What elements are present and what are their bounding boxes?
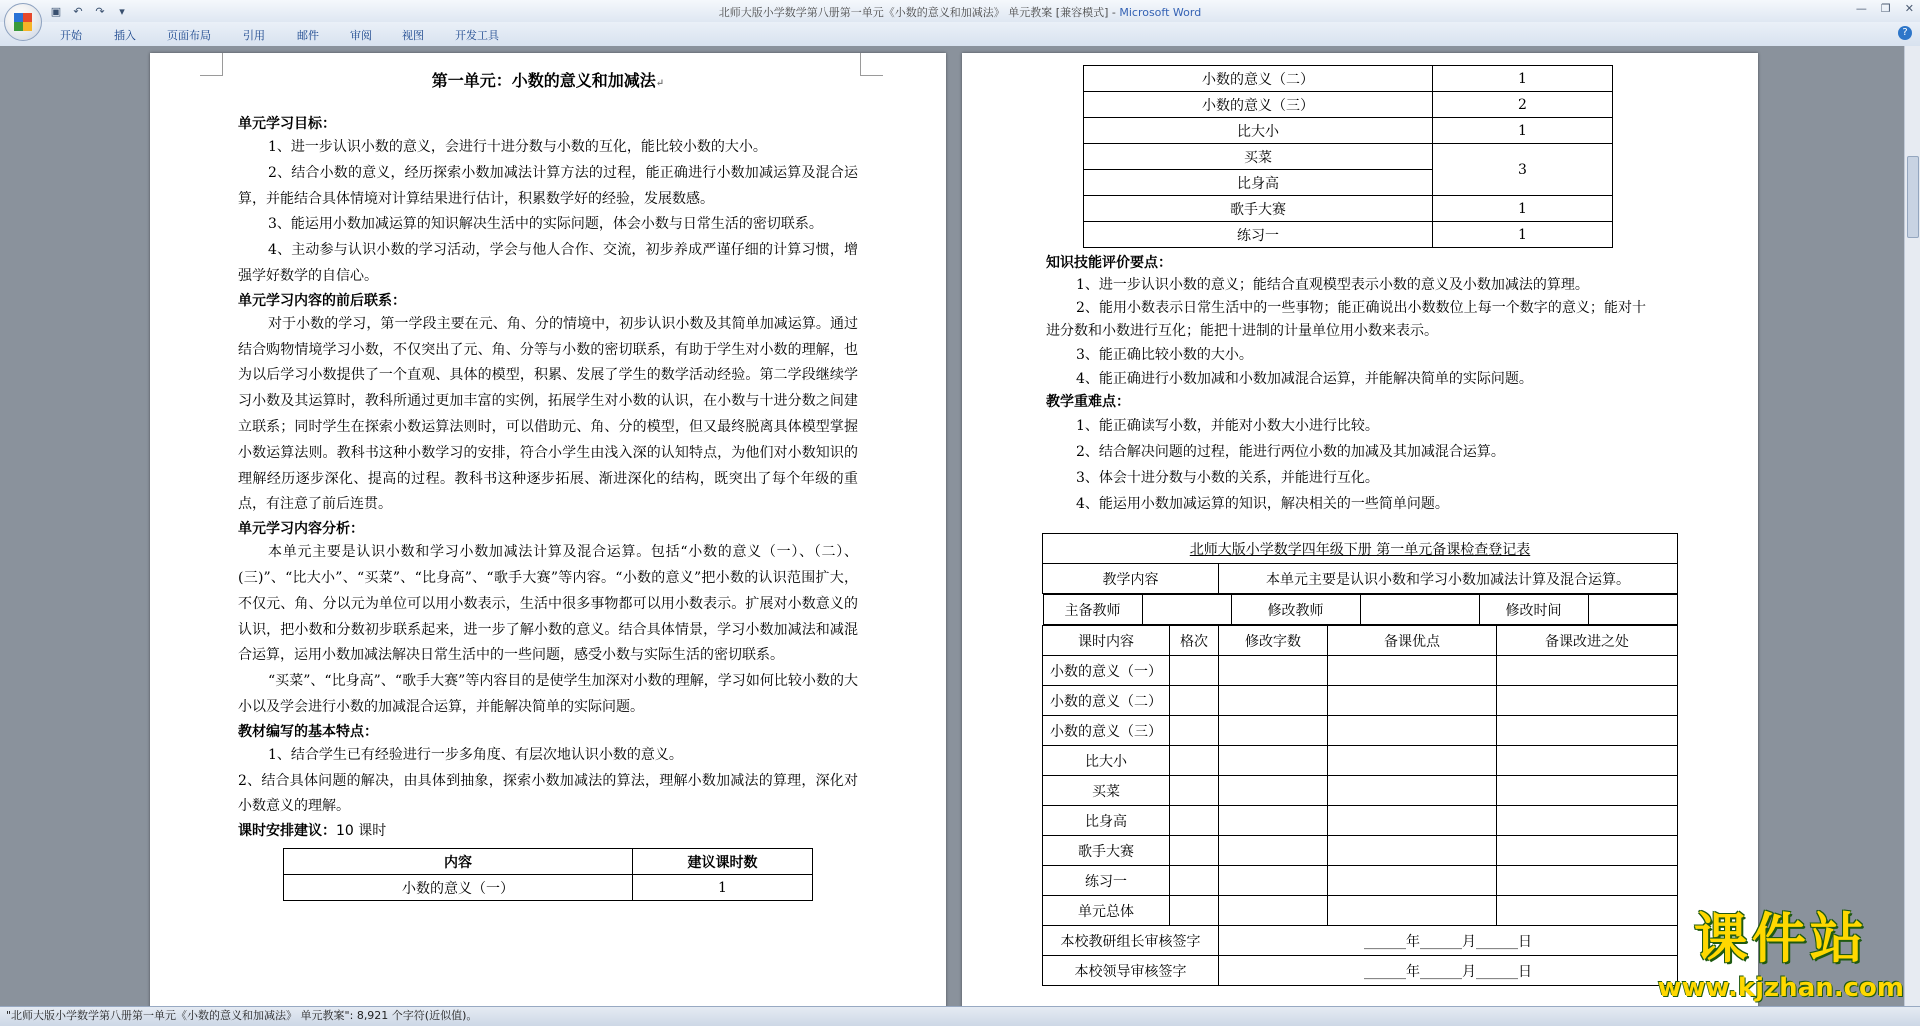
table-header: 格次 <box>1170 626 1219 656</box>
hours-table-continued <box>1083 65 1613 248</box>
editable-cell[interactable] <box>1170 866 1219 896</box>
tab-view[interactable]: 视图 <box>402 29 424 42</box>
table-row <box>1084 222 1613 248</box>
page-left <box>150 53 946 1006</box>
title-bar <box>0 0 1920 22</box>
table-row <box>1043 836 1678 866</box>
table-cell: 买菜 <box>1043 776 1170 806</box>
table-cell: 教学内容 <box>1043 564 1219 594</box>
table-row <box>1043 686 1678 716</box>
table-cell: 本校领导审核签字 <box>1043 956 1219 986</box>
tab-page-layout[interactable]: 页面布局 <box>167 29 211 42</box>
paragraph: 2、结合解决问题的过程，能进行两位小数的加减及其加减混合运算。 <box>1076 444 1505 460</box>
table-cell: 买菜 <box>1084 144 1433 170</box>
left-text-body <box>238 67 858 901</box>
table-cell: 本校教研组长审核签字 <box>1043 926 1219 956</box>
tab-developer[interactable]: 开发工具 <box>455 29 499 42</box>
editable-cell[interactable] <box>1219 656 1328 686</box>
minimize-icon[interactable]: — <box>1855 2 1867 15</box>
editable-cell[interactable] <box>1497 716 1678 746</box>
paragraph: 本单元主要是认识小数和学习小数加减法计算及混合运算。包括“小数的意义（一）、（二）、(三)”、“比大小”、“买菜”、“比身高”、“歌手大赛”等内容。“小数的意义”把小数的认识范围扩大，不仅元、角、分以元为单位可以用小数表示，生活中很多事物都可以用小数表示。扩展对小数意义的认识，把小数和分数初步联系起来，进一步了解小数的意义。结合具体情景，学习小数加减法和减混合运算，运用小数加减法解决日常生活中的一些问题，感受小数与实际生活的密切联系。 <box>238 544 858 664</box>
section-heading: 教学重难点： <box>1046 394 1130 410</box>
editable-cell[interactable] <box>1170 716 1219 746</box>
editable-cell[interactable] <box>1328 716 1497 746</box>
ribbon-tab-bar <box>0 22 1920 47</box>
paragraph: 1、进一步认识小数的意义，会进行十进分数与小数的互化，能比较小数的大小。 <box>268 139 767 155</box>
table-header: 课时内容 <box>1043 626 1170 656</box>
paragraph: 2、结合具体问题的解决，由具体到抽象，探索小数加减法的算法，理解小数加减法的算理，深化对小数意义的理解。 <box>238 772 858 815</box>
table-header: 建议课时数 <box>633 849 813 875</box>
table-cell: 练习一 <box>1084 222 1433 248</box>
table-cell: 修改教师 <box>1231 595 1360 625</box>
editable-cell[interactable] <box>1219 806 1328 836</box>
table-row <box>1043 746 1678 776</box>
lesson-check-table <box>1042 533 1678 986</box>
editable-cell[interactable] <box>1170 806 1219 836</box>
editable-cell[interactable] <box>1588 595 1677 625</box>
table-row <box>1084 196 1613 222</box>
table-cell: 修改时间 <box>1479 595 1588 625</box>
table-header: 备课优点 <box>1328 626 1497 656</box>
editable-cell[interactable] <box>1328 896 1497 926</box>
editable-cell[interactable] <box>1328 866 1497 896</box>
section-heading: 单元学习目标： <box>238 116 336 132</box>
table-header-row <box>284 849 813 875</box>
table-cell: 1 <box>1433 118 1613 144</box>
table-cell: 小数的意义（二） <box>1084 66 1433 92</box>
editable-cell[interactable] <box>1497 776 1678 806</box>
table-cell: 小数的意义（一） <box>284 875 633 901</box>
table-cell: 1 <box>633 875 813 901</box>
table-cell: 本单元主要是认识小数和学习小数加减法计算及混合运算。 <box>1219 564 1678 594</box>
table-cell: 2 <box>1433 92 1613 118</box>
restore-icon[interactable]: ❐ <box>1880 2 1891 15</box>
customize-qat-icon[interactable]: ▾ <box>119 4 125 18</box>
table-row <box>1084 92 1613 118</box>
table-cell: 小数的意义（三） <box>1043 716 1170 746</box>
table-header: 内容 <box>284 849 633 875</box>
table-row <box>1043 896 1678 926</box>
table-header: 修改字数 <box>1219 626 1328 656</box>
watermark-url: www.kjzhan.com <box>1657 973 1904 1003</box>
watermark-title: 课件站 <box>1693 907 1868 970</box>
paragraph: 1、结合学生已有经验进行一步多角度、有层次地认识小数的意义。 <box>268 746 683 763</box>
table-row <box>1043 866 1678 896</box>
lesson-count: 10 课时 <box>336 823 387 840</box>
status-text: "北师大版小学数学第八册第一单元《小数的意义和加减法》 单元教案": 8,921 个字符(近似值)。 <box>6 1009 478 1022</box>
tab-mailings[interactable]: 邮件 <box>297 29 319 42</box>
window-title <box>0 4 1920 20</box>
save-icon[interactable]: ▣ <box>50 4 62 18</box>
table-row <box>284 875 813 901</box>
paragraph: 1、能正确读写小数，并能对小数大小进行比较。 <box>1076 418 1379 434</box>
editable-cell[interactable] <box>1170 656 1219 686</box>
section-heading <box>238 820 858 842</box>
table-cell: 小数的意义（一） <box>1043 656 1170 686</box>
right-text-body <box>1046 65 1646 517</box>
editable-cell[interactable] <box>1328 836 1497 866</box>
tab-home[interactable]: 开始 <box>60 29 82 42</box>
editable-cell[interactable] <box>1170 776 1219 806</box>
watermark-logo <box>1658 896 1904 1003</box>
editable-cell[interactable] <box>1328 746 1497 776</box>
table-cell: 小数的意义（三） <box>1084 92 1433 118</box>
editable-cell[interactable] <box>1497 866 1678 896</box>
section-heading-text: 课时安排建议： <box>238 823 336 840</box>
editable-cell[interactable] <box>1219 866 1328 896</box>
close-icon[interactable]: ✕ <box>1904 2 1914 15</box>
app-name: Microsoft Word <box>1119 6 1202 19</box>
teacher-row <box>1043 594 1678 625</box>
section-heading: 单元学习内容的前后联系： <box>238 292 406 309</box>
page-right <box>962 53 1758 1006</box>
teacher-row-cell <box>1043 594 1678 626</box>
table-cell: 练习一 <box>1043 866 1170 896</box>
editable-cell[interactable] <box>1328 776 1497 806</box>
table-row <box>1084 144 1613 170</box>
paragraph: 2、结合小数的意义，经历探索小数加减法计算方法的过程，能正确进行小数加减运算及混合运算，并能结合具体情境对计算结果进行估计，积累数学好的经验，发展数感。 <box>238 164 858 207</box>
table-row <box>1043 656 1678 686</box>
document-heading-text: 第一单元：小数的意义和加减法 <box>431 71 656 90</box>
editable-cell[interactable] <box>1328 656 1497 686</box>
table-row <box>1043 926 1678 956</box>
undo-icon[interactable]: ↶ <box>73 4 83 18</box>
table-cell: 比身高 <box>1043 806 1170 836</box>
tab-insert[interactable]: 插入 <box>114 29 136 42</box>
editable-cell[interactable] <box>1497 806 1678 836</box>
vertical-scrollbar[interactable] <box>1904 46 1920 1006</box>
document-heading <box>238 67 858 95</box>
editable-cell[interactable] <box>1497 686 1678 716</box>
table-cell: 1 <box>1433 222 1613 248</box>
editable-cell[interactable] <box>1219 746 1328 776</box>
status-bar <box>0 1006 1920 1026</box>
table-cell: 比身高 <box>1084 170 1433 196</box>
paragraph: 3、能正确比较小数的大小。 <box>1076 347 1253 363</box>
paragraph: 2、能用小数表示日常生活中的一些事物；能正确说出小数数位上每一个数字的意义；能对十进分数和小数进行互化；能把十进制的计量单位用小数来表示。 <box>1046 300 1646 339</box>
table-cell: 比大小 <box>1084 118 1433 144</box>
table-header: 备课改进之处 <box>1497 626 1678 656</box>
table-cell: 小数的意义（二） <box>1043 686 1170 716</box>
editable-cell[interactable] <box>1219 776 1328 806</box>
table-row <box>1043 564 1678 594</box>
paragraph: 对于小数的学习，第一学段主要在元、角、分的情境中，初步认识小数及其简单加减运算。通过结合购物情境学习小数，不仅突出了元、角、分等与小数的密切联系，有助于学生对小数的理解，也为以后学习小数提供了一个直观、具体的模型，积累、发展了学生的数学活动经验。第二学段继续学习小数及其运算时，教科所通过更加丰富的实例，拓展学生对小数的认识，在小数与十进分数之间建立联系；同时学生在探索小数运算法则时，可以借助元、角、分的模型，但又最终脱离具体模型掌握小数运算法则。教科书这种小数学习的安排，符合小学生由浅入深的认知特点，为他们对小数知识的理解经历逐步深化、提高的过程。教科书这种逐步拓展、渐进深化的结构，既突出了每个年级的重点，有注意了前后连贯。 <box>238 315 858 513</box>
table-row <box>1043 956 1678 986</box>
section-heading: 单元学习内容分析： <box>238 521 364 538</box>
paragraph: “买菜”、“比身高”、“歌手大赛”等内容目的是使学生加深对小数的理解，学习如何比较小数的大小以及学会进行小数的加减混合运算，并能解决简单的实际问题。 <box>238 673 858 715</box>
editable-cell[interactable] <box>1497 896 1678 926</box>
help-icon[interactable]: ? <box>1898 26 1912 40</box>
editable-cell[interactable] <box>1219 896 1328 926</box>
table-row <box>1084 118 1613 144</box>
window-controls <box>1856 2 1914 15</box>
table-row <box>1043 776 1678 806</box>
editable-cell[interactable] <box>1219 836 1328 866</box>
editable-cell[interactable] <box>1170 686 1219 716</box>
table-cell: 歌手大赛 <box>1084 196 1433 222</box>
table-row <box>1084 66 1613 92</box>
table-cell: 3 <box>1433 144 1613 196</box>
paragraph-mark: ↵ <box>655 78 665 89</box>
table-row <box>1043 806 1678 836</box>
redo-icon[interactable]: ↷ <box>95 4 105 18</box>
crop-mark <box>200 53 223 76</box>
table-row <box>1043 595 1677 625</box>
table-cell: ______年______月______日 <box>1219 926 1678 956</box>
table-row <box>1043 716 1678 746</box>
check-table-title: 北师大版小学数学四年级下册 第一单元备课检查登记表 <box>1043 534 1678 564</box>
editable-cell[interactable] <box>1328 686 1497 716</box>
editable-cell[interactable] <box>1219 686 1328 716</box>
office-button[interactable] <box>4 3 42 41</box>
table-title-row <box>1043 534 1678 564</box>
editable-cell[interactable] <box>1170 896 1219 926</box>
office-logo-icon <box>14 13 32 31</box>
table-cell: ______年______月______日 <box>1219 956 1678 986</box>
paragraph: 4、能运用小数加减运算的知识，解决相关的一些简单问题。 <box>1076 496 1449 512</box>
table-row <box>1043 594 1678 626</box>
table-cell: 1 <box>1433 196 1613 222</box>
paragraph: 3、体会十进分数与小数的关系，并能进行互化。 <box>1076 470 1379 486</box>
paragraph: 1、进一步认识小数的意义；能结合直观模型表示小数的意义及小数加减法的算理。 <box>1076 277 1589 293</box>
editable-cell[interactable] <box>1360 595 1479 625</box>
table-cell: 比大小 <box>1043 746 1170 776</box>
hours-table <box>283 848 813 901</box>
section-heading: 教材编写的基本特点： <box>238 723 378 740</box>
document-workspace <box>0 46 1905 1006</box>
scrollbar-thumb[interactable] <box>1907 156 1919 238</box>
table-header-row <box>1043 626 1678 656</box>
crop-mark <box>860 53 883 76</box>
editable-cell[interactable] <box>1328 806 1497 836</box>
editable-cell[interactable] <box>1497 746 1678 776</box>
table-cell: 主备教师 <box>1043 595 1142 625</box>
paragraph: 4、能正确进行小数加减和小数加减混合运算，并能解决简单的实际问题。 <box>1076 371 1533 387</box>
tab-review[interactable]: 审阅 <box>350 29 372 42</box>
table-cell: 歌手大赛 <box>1043 836 1170 866</box>
table-cell: 单元总体 <box>1043 896 1170 926</box>
paragraph: 4、主动参与认识小数的学习活动，学会与他人合作、交流，初步养成严谨仔细的计算习惯，增强学好数学的自信心。 <box>238 242 858 284</box>
tab-references[interactable]: 引用 <box>243 29 265 42</box>
editable-cell[interactable] <box>1170 746 1219 776</box>
section-heading: 知识技能评价要点： <box>1046 255 1172 271</box>
editable-cell[interactable] <box>1219 716 1328 746</box>
paragraph: 3、能运用小数加减运算的知识解决生活中的实际问题，体会小数与日常生活的密切联系。 <box>268 216 823 233</box>
editable-cell[interactable] <box>1142 595 1231 625</box>
editable-cell[interactable] <box>1497 656 1678 686</box>
editable-cell[interactable] <box>1497 836 1678 866</box>
document-title: 北师大版小学数学第八册第一单元《小数的意义和加减法》 单元教案 [兼容模式] - <box>718 6 1120 19</box>
table-cell: 1 <box>1433 66 1613 92</box>
editable-cell[interactable] <box>1170 836 1219 866</box>
